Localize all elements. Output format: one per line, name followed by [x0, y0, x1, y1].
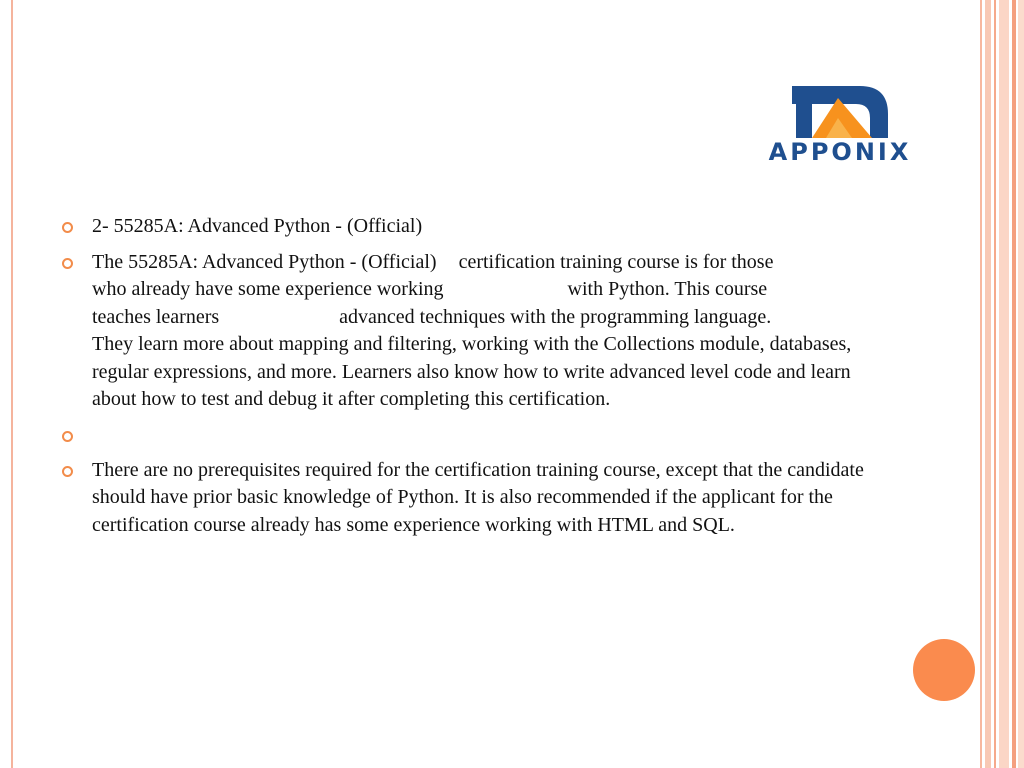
bullet-text-line2a: who already have some experience working — [92, 278, 444, 300]
decorative-orange-circle — [913, 639, 975, 701]
bullet-list — [62, 213, 892, 547]
bullet-text-line3a: teaches learners — [92, 305, 220, 328]
list-item — [62, 249, 892, 414]
list-item — [62, 213, 892, 241]
right-decorative-stripes — [980, 0, 1024, 768]
bullet-circle-icon — [62, 466, 73, 477]
bullet-text-line1a: The 55285A: Advanced Python - (Official) — [92, 250, 437, 273]
list-item — [62, 422, 892, 449]
bullet-circle-icon — [62, 431, 73, 442]
left-border-line — [11, 0, 13, 768]
bullet-text: 2- 55285A: Advanced Python - (Official) — [92, 215, 423, 237]
bullet-text-line1b: certification training course is for those — [458, 250, 774, 273]
bullet-circle-icon — [62, 222, 73, 233]
logo-mark-icon — [790, 84, 890, 140]
bullet-text: There are no prerequisites required for the certification training course, except that the candidate should have prior basic knowledge of Python. It is also recommended if the applicant for the certification course already has some experience working with HTML and SQL. — [92, 458, 864, 536]
bullet-circle-icon — [62, 258, 73, 269]
bullet-text-line2b: with Python. This course — [567, 278, 768, 300]
apponix-logo — [706, 84, 974, 166]
bullet-text-line3b: advanced techniques with the programming language. — [339, 305, 772, 328]
logo-text: APPONIX — [768, 138, 912, 166]
bullet-text-rest: They learn more about mapping and filtering, working with the Collections module, databases, regular expressions, and more. Learners also know how to write advanced level code and learn about how to test and debug it after completing this certification. — [92, 333, 852, 410]
list-item — [62, 457, 892, 540]
